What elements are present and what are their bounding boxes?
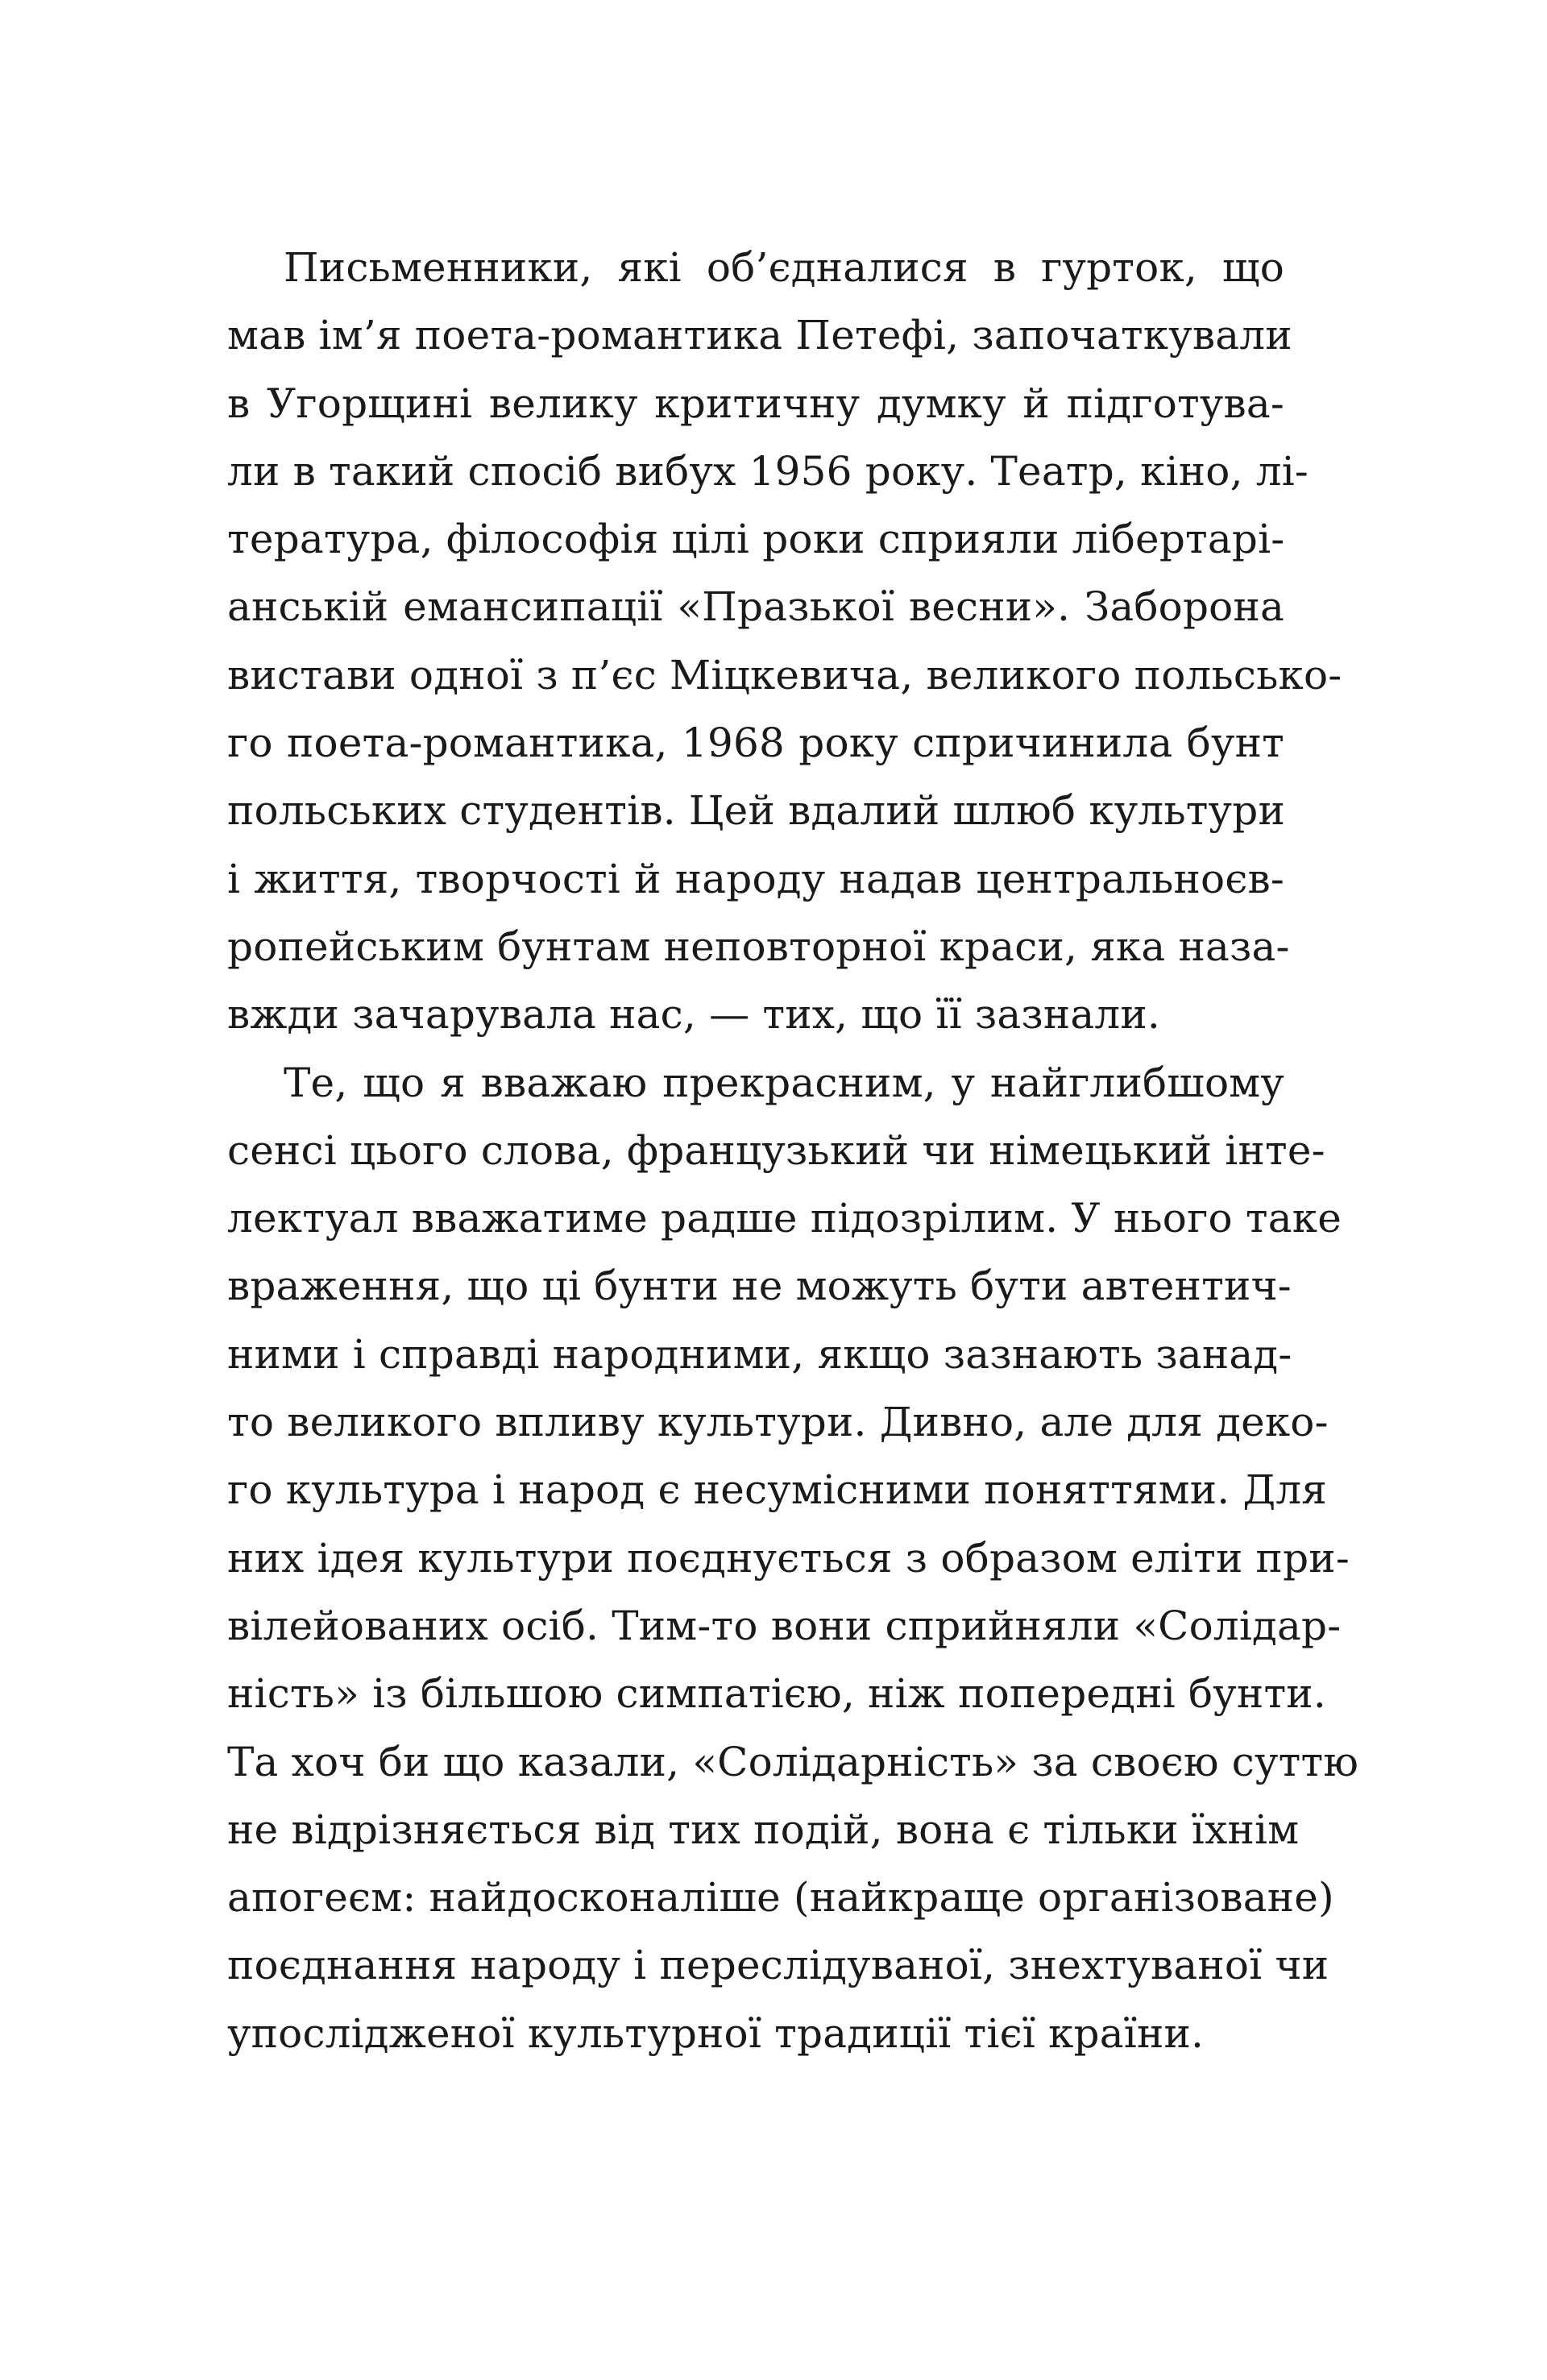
text-line: упослідженої культурної традиції тієї країни. [227,2009,1205,2057]
text-line: не відрізняється від тих подій, вона є тільки їхнім [227,1806,1300,1853]
body-text [227,234,1359,2067]
text-line: Та хоч би що казали, «Солідарність» за своєю суттю [227,1738,1359,1785]
text-line: них ідея культури поєднується з образом еліти при- [227,1534,1350,1582]
text-line: ними і справді народними, якщо зазнають занад- [227,1330,1292,1378]
paragraph-1 [227,234,1342,1049]
text-line: апогеєм: найдосконаліше (найкраще організоване) [227,1874,1334,1922]
text-line: го поета-романтика, 1968 року спричинила бунт [227,719,1284,767]
text-line: Письменники, які об’єдналися в гурток, що [284,244,1284,291]
paragraph-2 [227,1049,1359,2067]
text-line: в Угорщині велику критичну думку й підготува- [227,379,1284,427]
text-line: то великого впливу культури. Дивно, але для деко- [227,1399,1329,1446]
text-line: тература, філософія цілі роки сприяли лібертарі- [227,516,1285,563]
text-line: польських студентів. Цей вдалий шлюб культури [227,787,1285,835]
text-line: вистави одної з п’єс Міцкевича, великого польсько- [227,651,1342,699]
text-line: лектуал вважатиме радше підозрілим. У нього таке [227,1195,1342,1242]
text-line: ропейським бунтам неповторної краси, яка наза- [227,923,1290,970]
text-line: ність» із більшою симпатією, ніж попередні бунти. [227,1670,1326,1718]
text-line: враження, що ці бунти не можуть бути автентич- [227,1263,1292,1310]
text-line: мав ім’я поета-романтика Петефі, започаткували [227,312,1292,359]
text-line: поєднання народу і переслідуваної, знехтуваної чи [227,1942,1329,1989]
text-line: ли в такий спосіб вибух 1956 року. Театр, кіно, лі- [227,447,1309,495]
text-line: анській емансипації «Празької весни». Заборона [227,583,1284,631]
text-line: сенсі цього слова, французький чи німецький інте- [227,1126,1325,1174]
text-line: Те, що я вважаю прекрасним, у найглибшому [284,1059,1284,1106]
text-line: вілейованих осіб. Тим-то вони сприйняли «Солідар- [227,1602,1342,1649]
text-line: вжди зачарувала нас, — тих, що її зазнали. [227,991,1160,1039]
text-line: го культура і народ є несумісними поняттями. Для [227,1466,1328,1514]
text-line: і життя, творчості й народу надав центральноєв- [227,855,1284,902]
